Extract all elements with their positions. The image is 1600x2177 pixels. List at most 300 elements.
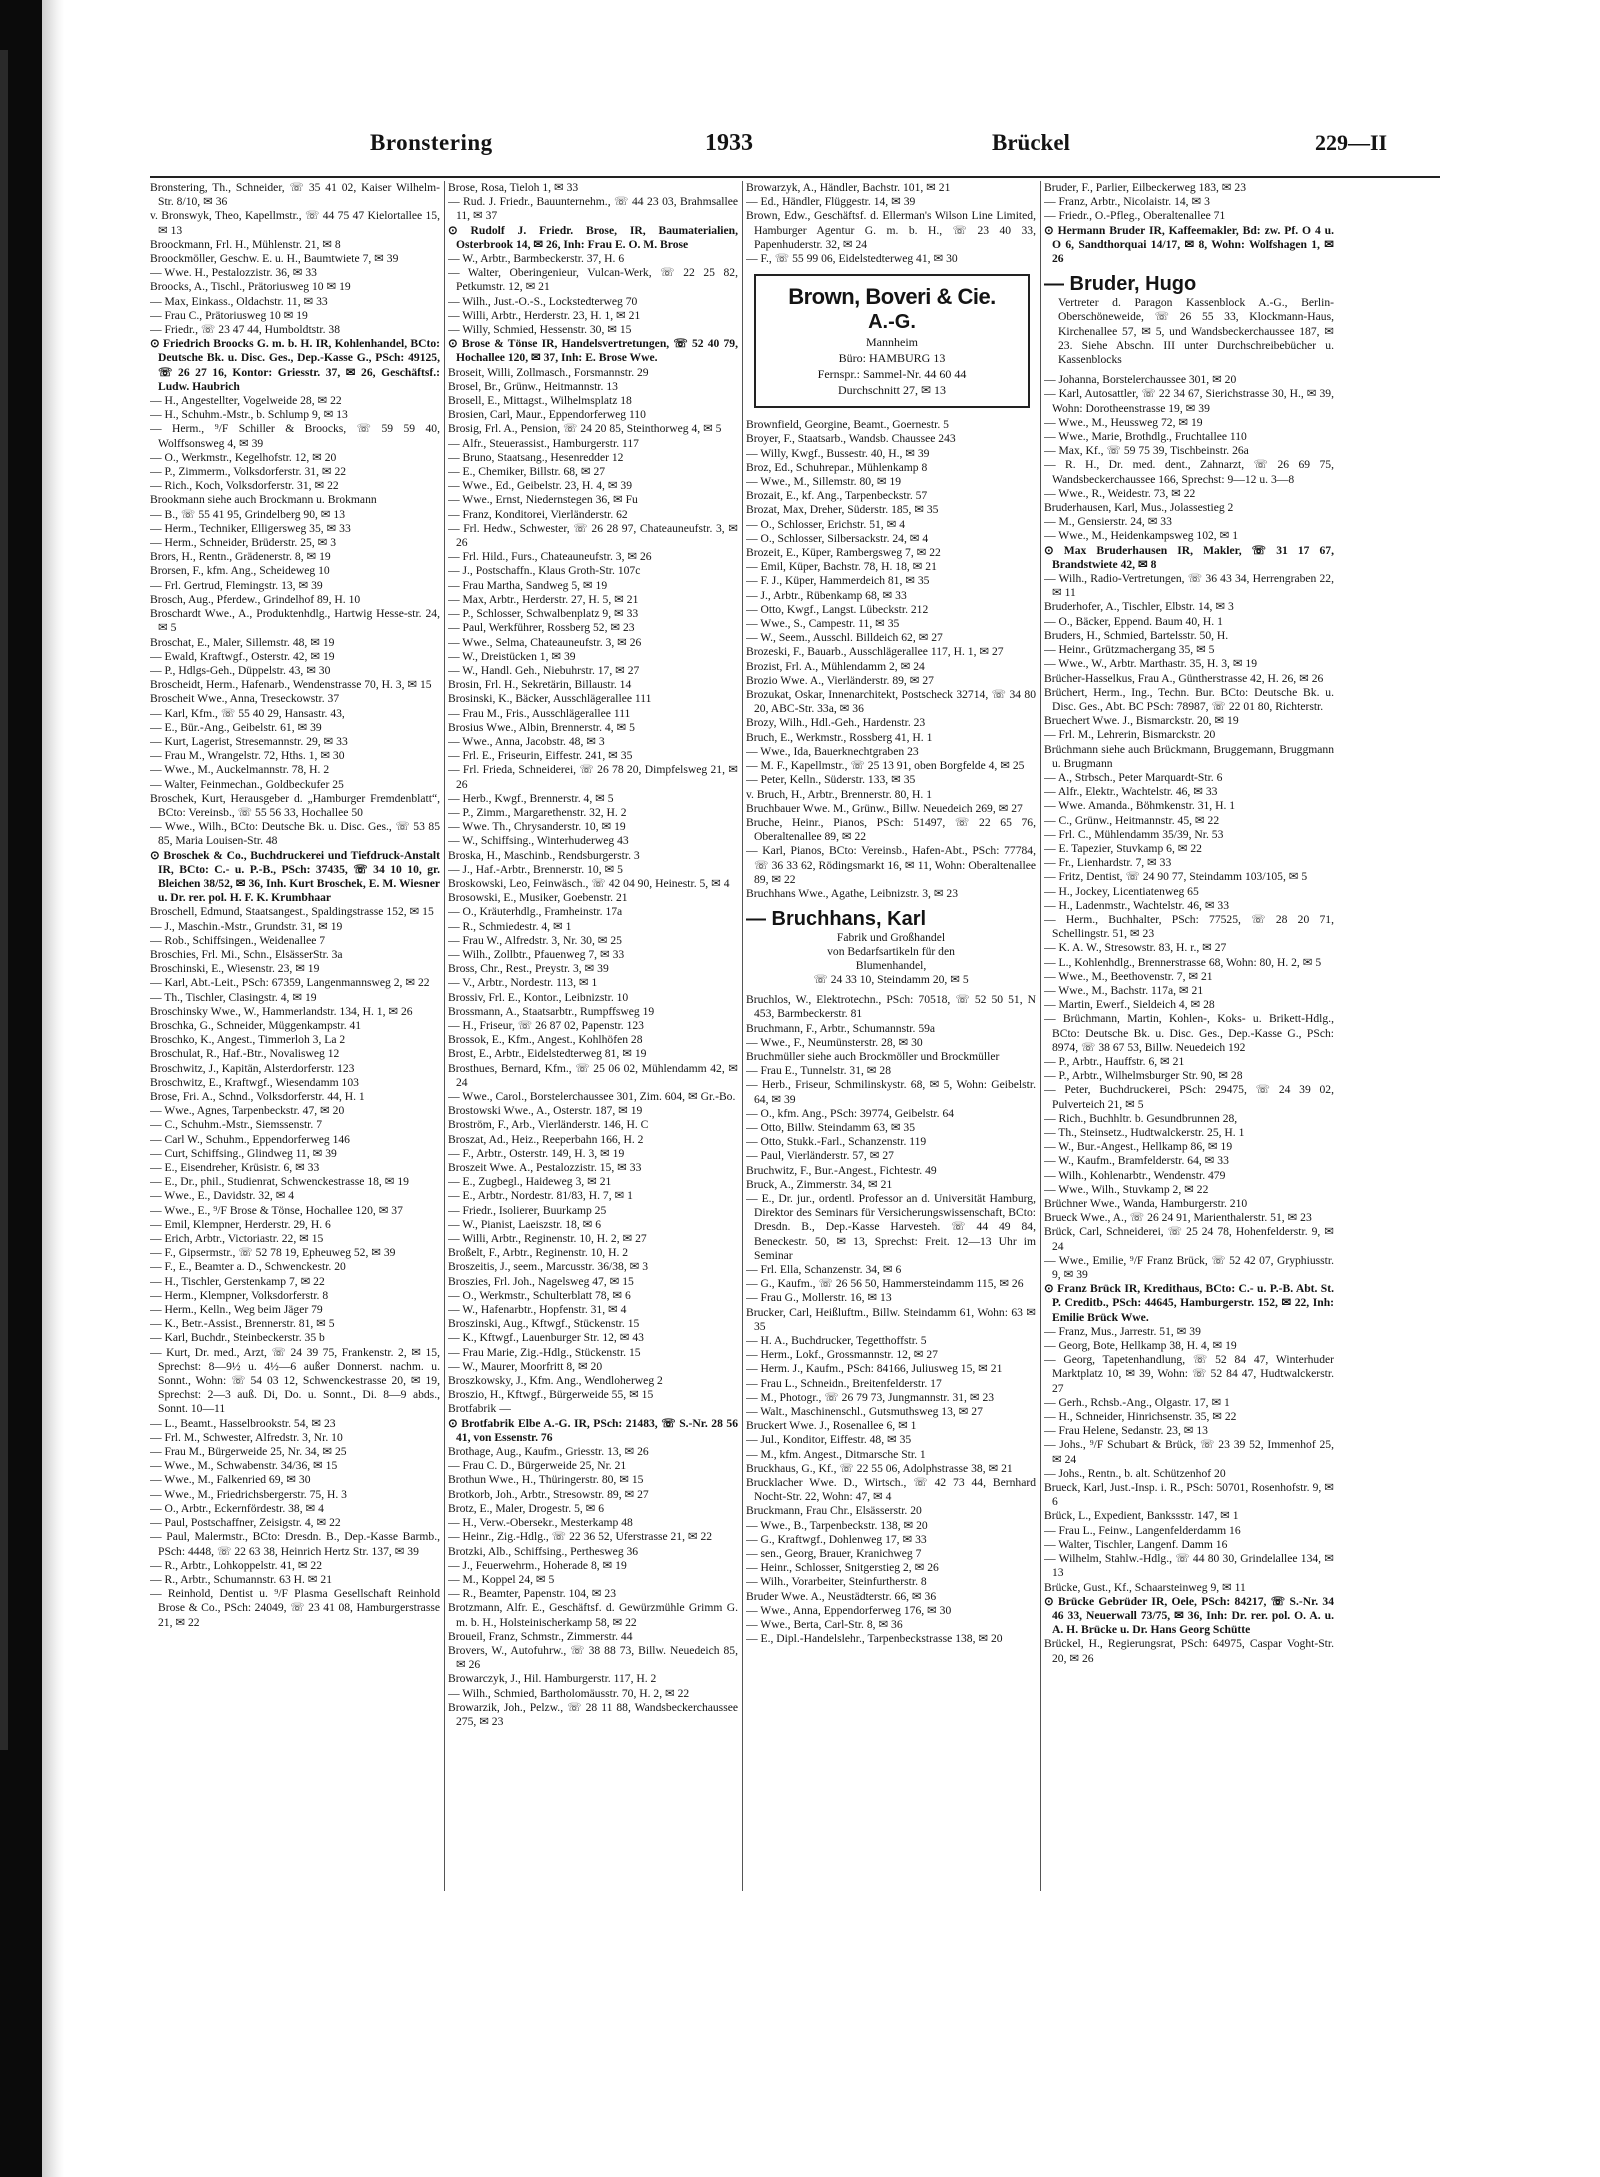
directory-entry: — Frau L., Feinw., Langenfelderdamm 16 [1044,1523,1241,1537]
directory-entry: — Max, Arbtr., Herderstr. 27, H. 5, ✉ 21 [448,592,639,606]
directory-entry: — Gerh., Rchsb.-Ang., Olgastr. 17, ✉ 1 [1044,1395,1230,1409]
directory-entry: Brose, Fri. A., Schnd., Volksdorferstr. 44, H. 1 [150,1090,365,1103]
directory-entry: — Walter, Tischler, Langenf. Damm 16 [1044,1537,1228,1551]
ad-name: — Bruchhans, Karl [746,908,927,931]
directory-entry: — Frau G., Mollerstr. 16, ✉ 13 [746,1291,892,1305]
directory-entry: Brose, Rosa, Tieloh 1, ✉ 33 [448,181,579,194]
directory-entry: — Herm., Kelln., Weg beim Jäger 79 [150,1303,323,1317]
directory-entry: — Franz, Mus., Jarrestr. 51, ✉ 39 [1044,1324,1201,1338]
directory-entry: — Wilh., Schmied, Bartholomäusstr. 70, H. 2, ✉ 22 [448,1686,690,1700]
directory-entry: Brosinski, K., Bäcker, Ausschlägerallee 111 [448,692,652,706]
directory-entry: — R., Beamter, Papenstr. 104, ✉ 23 [448,1587,617,1601]
directory-entry: — J., Postschaffn., Klaus Groth-Str. 107c [448,564,641,578]
directory-entry: Broschwitz, J., Kapitän, Alsterdorferstr. 123 [150,1061,355,1075]
directory-entry: — R., Schmiedestr. 4, ✉ 1 [448,919,572,933]
directory-entry: — Karl, Kfm., ☏ 55 40 29, Hansastr. 43, [150,706,345,720]
directory-entry: Brotkorb, Joh., Arbtr., Stresowstr. 89, ✉ 27 [448,1487,649,1501]
ad-line: von Bedarfsartikeln für den [827,945,955,959]
directory-entry: Broockmann, Frl. H., Mühlenstr. 21, ✉ 8 [150,237,341,251]
directory-entry: Brüchmann siehe auch Brückmann, Bruggemann, Bruggmann u. Brugmann [1044,742,1334,770]
directory-entry: — Frau M., Fris., Ausschlägerallee 111 [448,706,631,720]
directory-entry: Broz, Ed., Schuhrepar., Mühlenkamp 8 [746,460,928,474]
directory-entry: Bruche, Heinr., Pianos, PSch: 51497, ☏ 22 65 76, Oberaltenallee 89, ✉ 22 [746,815,1036,844]
directory-entry: — W., Seem., Ausschl. Billdeich 62, ✉ 27 [746,631,943,645]
directory-entry: — Wwe. H., Pestalozzistr. 36, ✉ 33 [150,266,317,280]
directory-entry: Bruck, A., Zimmerstr. 34, ✉ 21 [746,1177,893,1191]
directory-entry: — F., E., Beamter a. D., Schwenckestr. 20 [150,1260,346,1274]
ad-phone: Fernspr.: Sammel-Nr. 44 60 44 [817,367,967,382]
directory-entry: Broström, F., Arb., Vierländerstr. 146, H. C [448,1118,649,1132]
directory-entry: Browarzik, Joh., Pelzw., ☏ 28 11 88, Wandsbeckerchaussee 275, ✉ 23 [448,1700,738,1728]
directory-entry: — Brüchmann, Martin, Kohlen-, Koks- u. Brikett-Hdlg., BCto: Deutsche Bk. u. Disc. Ges., Dep.-Kasse G., PSch: 8974, ☏ 38 67 53, Billw. Neuedeich 192 [1044,1012,1334,1054]
directory-entry: — O., Werkmstr., Kegelhofstr. 12, ✉ 20 [150,450,337,464]
directory-entry: — Herb., Kwgf., Brennerstr. 4, ✉ 5 [448,791,614,805]
directory-entry: Broschwitz, E., Kraftwgf., Wiesendamm 103 [150,1075,359,1089]
directory-entry: Brosel, Br., Grünw., Heitmannstr. 13 [448,379,618,393]
directory-entry: — M., kfm. Angest., Ditmarsche Str. 1 [746,1447,926,1461]
directory-entry: — Wwe., Anna, Eppendorferweg 176, ✉ 30 [746,1603,952,1617]
directory-entry: — E. Tapezier, Stuvkamp 6, ✉ 22 [1044,841,1202,855]
directory-entry: ⊙ Brose & Tönse IR, Handelsvertretungen, ☏ 52 40 79, Hochallee 120, ✉ 37, Inh: E. Brose Wwe. [448,337,738,365]
directory-entry: — Wilhelm, Stahlw.-Hdlg., ☏ 44 80 30, Grindelallee 134, ✉ 13 [1044,1552,1334,1580]
directory-entry: Brozait, E., kf. Ang., Tarpenbeckstr. 57 [746,489,928,503]
directory-entry: ⊙ Brücke Gebrüder IR, Oele, PSch: 84217, ☏ S.-Nr. 34 46 33, Neuerwall 73/75, ✉ 36, Inh: Dr. rer. pol. O. A. u. A. H. Brücke u. Dr. Hans Georg Schütte [1044,1594,1334,1637]
directory-entry: — O., Bäcker, Eppend. Baum 40, H. 1 [1044,614,1223,628]
directory-entry: — Wwe., Agnes, Tarpenbeckstr. 47, ✉ 20 [150,1104,345,1118]
directory-entry: — Otto, Stukk.-Farl., Schanzenstr. 119 [746,1135,927,1149]
directory-entry: Brozeski, F., Bauarb., Ausschlägerallee 117, H. 1, ✉ 27 [746,645,1004,659]
directory-entry: — Wilh., Kohlenarbtr., Wendenstr. 479 [1044,1168,1226,1182]
directory-entry: — Frau M., Wrangelstr. 72, Hths. 1, ✉ 30 [150,749,345,763]
directory-entry: Broscheidt, Herm., Hafenarb., Wendenstrasse 70, H. 3, ✉ 15 [150,678,432,692]
directory-entry: Brost, E., Arbtr., Eidelstedterweg 81, ✉ 19 [448,1047,647,1061]
directory-entry: Broschek, Kurt, Herausgeber d. „Hamburger Fremdenblatt“, BCto: Vereinsb., ☏ 55 56 33, Hochallee 50 [150,791,440,819]
directory-entry: Broskowski, Leo, Feinwäsch., ☏ 42 04 90, Heinestr. 5, ✉ 4 [448,876,730,890]
directory-entry: Brothage, Aug., Kaufm., Griesstr. 13, ✉ 26 [448,1445,649,1459]
directory-entry: — H. A., Buchdrucker, Tegetthoffstr. 5 [746,1334,927,1347]
directory-entry: — P., Zimmerm., Volksdorferstr. 31, ✉ 22 [150,465,347,479]
directory-entry: — Wwe., Ed., Geibelstr. 23, H. 4, ✉ 39 [448,479,633,493]
ad-line: ☏ 24 33 10, Steindamm 20, ✉ 5 [813,973,969,987]
directory-entry: — Peter, Buchdruckerei, PSch: 29475, ☏ 24 39 02, Pulverteich 21, ✉ 5 [1044,1083,1334,1111]
directory-entry: Broszinski, Aug., Kftwgf., Stückenstr. 15 [448,1317,640,1331]
directory-entry: — P., Hdlgs-Geh., Düppelstr. 43, ✉ 30 [150,663,331,677]
directory-entry: — Frl. E., Friseurin, Eiffestr. 241, ✉ 35 [448,749,633,763]
directory-entry: — Kurt, Lagerist, Stresemannstr. 29, ✉ 33 [150,734,348,748]
directory-entry: — Emil, Küper, Bachstr. 78, H. 18, ✉ 21 [746,560,937,574]
directory-entry: Bruckmann, Frau Chr., Elsässerstr. 20 [746,1504,922,1518]
directory-entry: Broska, H., Maschinb., Rendsburgerstr. 3 [448,848,640,862]
directory-entry: Brosius Wwe., Albin, Brennerstr. 4, ✉ 5 [448,720,635,734]
directory-entry: Brücke, Gust., Kf., Schaarsteinweg 9, ✉ 11 [1044,1580,1246,1594]
directory-entry: — Heinr., Grützmachergang 35, ✉ 5 [1044,643,1215,657]
directory-entry: — O., Kräuterhdlg., Framheinstr. 17a [448,905,623,919]
directory-entry: Brosell, E., Mittagst., Wilhelmsplatz 18 [448,394,632,408]
directory-entry: — Willy, Schmied, Hessenstr. 30, ✉ 15 [448,323,632,337]
directory-entry: — Th., Steinsetz., Hudtwalckerstr. 25, H. 1 [1044,1126,1245,1139]
directory-entry: — Frl. M., Lehrerin, Bismarckstr. 20 [1044,728,1216,742]
directory-entry: — Wwe., R., Weidestr. 73, ✉ 22 [1044,486,1196,500]
directory-entry: — Johs., ⁹/F Schubart & Brück, ☏ 23 39 52, Immenhof 25, ✉ 24 [1044,1438,1334,1466]
directory-entry: — K., Betr.-Assist., Brennerstr. 81, ✉ 5 [150,1317,335,1331]
directory-entry: Bruchbauer Wwe. M., Grünw., Billw. Neuedeich 269, ✉ 27 [746,801,1023,815]
directory-entry: — C., Grünw., Heitmannstr. 45, ✉ 22 [1044,813,1220,827]
directory-entry: — J., Haf.-Arbtr., Brennerstr. 10, ✉ 5 [448,862,623,876]
directory-entry: — Curt, Schiffsing., Glindweg 11, ✉ 39 [150,1146,337,1160]
directory-entry: — W., Hafenarbtr., Hopfenstr. 31, ✉ 4 [448,1303,627,1317]
directory-entry: — Friedr., O.-Pfleg., Oberaltenallee 71 [1044,209,1226,223]
directory-entry: Broseit, Willi, Zollmasch., Forsmannstr. 29 [448,365,649,379]
directory-entry: — Wwe., M., Friedrichsbergerstr. 75, H. 3 [150,1487,347,1501]
directory-entry: — W., Handl. Geh., Niebuhrstr. 17, ✉ 27 [448,663,640,677]
directory-entry: Broszat, Ad., Heiz., Reeperbahn 166, H. 2 [448,1132,644,1146]
directory-entry: Broschinski, E., Wiesenstr. 23, ✉ 19 [150,962,320,976]
column-2 [448,181,738,1881]
directory-entry: — Rob., Schiffsingen., Weidenallee 7 [150,933,326,947]
directory-entry: — Wwe. Th., Chrysanderstr. 10, ✉ 19 [448,820,626,834]
directory-entry: — H., Verw.-Obersekr., Mesterkamp 48 [448,1516,633,1530]
directory-entry: Broschell, Edmund, Staatsangest., Spaldingstrasse 152, ✉ 15 [150,905,434,919]
directory-entry: — M., Gensierstr. 24, ✉ 33 [1044,515,1172,529]
directory-entry: Brownfield, Georgine, Beamt., Goernestr. 5 [746,418,949,432]
column-divider [1040,181,1041,1891]
header-last-entry: Brückel [992,130,1070,155]
directory-entry: — K., Kftwgf., Lauenburger Str. 12, ✉ 43 [448,1331,644,1345]
directory-entry: — Wwe., M., Bachstr. 117a, ✉ 21 [1044,983,1204,997]
directory-entry: Brown, Edw., Geschäftsf. d. Ellerman's Wilson Line Limited, Hamburger Agentur G. m. b. H., ☏ 23 40 33, Papenhuderstr. 32, ✉ 24 [746,209,1036,251]
ad-text: Vertreter d. Paragon Kassenblock A.-G., Berlin-Oberschöneweide, ☏ 26 55 33, Klockmann-Haus, Kirchenallee 57, ✉ 5, und Wandsbeckerchaussee 187, ✉ 23. Siehe Abschn. III unter Durchschreibebücher u. Kassenblocks [1058,296,1334,367]
directory-entry: Bruders, H., Schmied, Bartelsstr. 50, H. [1044,628,1229,642]
directory-entry: — Wwe., Selma, Chateauneufstr. 3, ✉ 26 [448,635,642,649]
directory-entry: — E., Dr., phil., Studienrat, Schwenckestrasse 18, ✉ 19 [150,1175,409,1189]
directory-entry: — W., Kaufm., Bramfelderstr. 64, ✉ 33 [1044,1154,1229,1168]
directory-entry: — O., Werkmstr., Schulterblatt 78, ✉ 6 [448,1288,631,1302]
directory-entry: — H., Jockey, Licentiatenweg 65 [1044,884,1199,898]
directory-entry: — Wwe., Anna, Jacobstr. 48, ✉ 3 [448,734,605,748]
ad-title: Brown, Boveri & Cie. [788,284,996,310]
directory-entry: — G., Kaufm., ☏ 26 56 50, Hammersteindamm 115, ✉ 26 [746,1277,1024,1291]
ad-address: Durchschnitt 27, ✉ 13 [837,383,947,398]
directory-entry: Brosin, Frl. H., Sekretärin, Billaustr. 14 [448,678,632,692]
directory-entry: — Frl. Frieda, Schneiderei, ☏ 26 78 20, Dimpfelsweg 21, ✉ 26 [448,763,738,791]
directory-entry: Brossiv, Frl. E., Kontor., Leibnizstr. 10 [448,990,629,1004]
directory-entry: Brors, H., Rentn., Grädenerstr. 8, ✉ 19 [150,550,331,564]
directory-entry: — Wwe., Berta, Carl-Str. 8, ✉ 36 [746,1618,903,1632]
directory-entry: Brosthues, Bernard, Kfm., ☏ 25 06 02, Mühlendamm 42, ✉ 24 [448,1061,738,1089]
directory-entry: Brotzki, Alb., Schiffsing., Perthesweg 36 [448,1544,639,1558]
directory-entry: — H., Schneider, Hinrichsenstr. 35, ✉ 22 [1044,1410,1237,1424]
directory-entry: — Franz, Konditorei, Vierländerstr. 62 [448,507,628,521]
directory-entry: — Heinr., Schlosser, Snitgerstieg 2, ✉ 26 [746,1561,939,1575]
directory-entry: Bruechert Wwe. J., Bismarckstr. 20, ✉ 19 [1044,714,1239,728]
directory-entry: — Herm., ⁹/F Schiller & Broocks, ☏ 59 59 40, Wolffsonsweg 4, ✉ 39 [150,422,440,450]
directory-entry: Bruch, E., Werkmstr., Rossberg 41, H. 1 [746,730,933,744]
directory-entry: Brueck, Karl, Just.-Insp. i. R., PSch: 50701, Rosenhofstr. 9, ✉ 6 [1044,1481,1334,1509]
directory-entry: Brosch, Aug., Pferdew., Grindelhof 89, H. 10 [150,592,361,606]
column-divider [444,181,445,1891]
directory-entry: — Georg, Tapetenhandlung, ☏ 52 84 47, Winterhuder Marktplatz 10, ✉ 39, Wohn: ☏ 52 84 47, Hudtwalckerstr. 27 [1044,1353,1334,1395]
directory-entry: — Rich., Buchhltr. b. Gesundbrunnen 28, [1044,1111,1238,1125]
directory-entry: — Jul., Konditor, Eiffestr. 48, ✉ 35 [746,1433,912,1447]
directory-entry: — Wwe., Ernst, Niedernstegen 36, ✉ Fu [448,493,638,507]
directory-entry: Brorsen, F., kfm. Ang., Scheideweg 10 [150,564,330,578]
directory-entry: — E., Eisendreher, Krüsistr. 6, ✉ 33 [150,1161,320,1175]
directory-entry: — Wwe., Ida, Bauerknechtgraben 23 [746,744,919,758]
directory-entry: Broschat, E., Maler, Sillemstr. 48, ✉ 19 [150,635,335,649]
directory-entry: — Martin, Ewerf., Sieldeich 4, ✉ 28 [1044,998,1215,1012]
header-first-entry: Bronstering [370,130,493,155]
directory-entry: Brozat, Max, Dreher, Süderstr. 185, ✉ 35 [746,503,939,517]
directory-entry: — Frau C. D., Bürgerweide 25, Nr. 21 [448,1459,627,1473]
directory-entry: — Karl, Abt.-Leit., PSch: 67359, Langenmannsweg 2, ✉ 22 [150,976,430,990]
directory-entry: Brothun Wwe., H., Thüringerstr. 80, ✉ 15 [448,1473,644,1487]
directory-entry: — Karl, Autosattler, ☏ 22 34 67, Sierichstrasse 30, H., ✉ 39, Wohn: Dorotheenstrasse 19, ✉ 39 [1044,387,1334,415]
directory-entry: Brotzmann, Alfr. E., Geschäftsf. d. Gewürzmühle Grimm G. m. b. H., Holsteinischerkamp 58, ✉ 22 [448,1601,738,1629]
directory-entry: — H., Angestellter, Vogelweide 28, ✉ 22 [150,394,342,408]
directory-entry: Brozist, Frl. A., Mühlendamm 2, ✉ 24 [746,659,925,673]
directory-entry: Bronstering, Th., Schneider, ☏ 35 41 02, Kaiser Wilhelm-Str. 8/10, ✉ 36 [150,181,440,209]
directory-entry: — W., Dreistücken 1, ✉ 39 [448,649,576,663]
directory-entry: — Johanna, Borstelerchaussee 301, ✉ 20 [1044,373,1237,387]
directory-entry: — Frl. Gertrud, Flemingstr. 13, ✉ 39 [150,578,323,592]
directory-entry: — Willy, Kwgf., Bussestr. 40, H., ✉ 39 [746,446,930,460]
column-4 [1044,181,1334,1881]
directory-entry: Bruderhofer, A., Tischler, Elbstr. 14, ✉ 3 [1044,600,1234,614]
directory-entry: — J., Maschin.-Mstr., Grundstr. 31, ✉ 19 [150,919,343,933]
directory-entry: — Wwe., B., Tarpenbeckstr. 138, ✉ 20 [746,1518,928,1532]
ad-line: Fabrik und Großhandel [836,931,946,945]
directory-entry: Brotz, E., Maler, Drogestr. 5, ✉ 6 [448,1501,605,1515]
directory-entry: — M., Koppel 24, ✉ 5 [448,1572,555,1586]
directory-entry: — Karl, Pianos, BCto: Vereinsb., Hafen-Abt., PSch: 77784, ☏ 36 33 62, Rödingsmarkt 16, ✉ 11, Wohn: Oberaltenallee 89, ✉ 22 [746,844,1036,886]
directory-entry: — Emil, Klempner, Herderstr. 29, H. 6 [150,1217,331,1231]
directory-entry: — Walter, Feinmechan., Goldbeckufer 25 [150,777,344,791]
directory-entry: — Rich., Koch, Volksdorferstr. 31, ✉ 22 [150,479,339,493]
directory-entry: Broocks, A., Tischl., Prätoriusweg 10 ✉ 19 [150,280,351,294]
directory-entry: Bruder Wwe. A., Neustädterstr. 66, ✉ 36 [746,1589,937,1603]
directory-entry: — E., Bür.-Ang., Geibelstr. 61, ✉ 39 [150,720,322,734]
directory-entry: — H., Ladenmstr., Wachtelstr. 46, ✉ 33 [1044,898,1230,912]
scan-left-edge-shadow [0,50,8,1750]
directory-entry: — Paul, Postschaffner, Zeisigstr. 4, ✉ 22 [150,1516,341,1530]
directory-entry: — H., Schuhm.-Mstr., b. Schlump 9, ✉ 13 [150,408,348,422]
directory-entry: Bruder, F., Parlier, Eilbeckerweg 183, ✉ 23 [1044,181,1247,194]
ad-city: Mannheim [866,335,918,350]
directory-page [150,118,1440,1938]
directory-entry: — E., Zugbegl., Haideweg 3, ✉ 21 [448,1175,612,1189]
directory-entry: — Frau Martha, Sandweg 5, ✉ 19 [448,578,608,592]
directory-entry: Broschies, Frl. Mi., Schn., ElsässerStr. 3a [150,947,343,961]
header-rule [150,176,1440,178]
directory-entry: — J., Arbtr., Rübenkamp 68, ✉ 33 [746,588,907,602]
directory-entry: Brosowski, E., Musiker, Goebenstr. 21 [448,891,628,905]
directory-entry: Broschinsky Wwe., W., Hammerlandstr. 134, H. 1, ✉ 26 [150,1004,413,1018]
directory-entry: — E., Arbtr., Nordestr. 81/83, H. 7, ✉ 1 [448,1189,633,1203]
directory-entry: v. Bronswyk, Theo, Kapellmstr., ☏ 44 75 47 Kielortallee 15, ✉ 13 [150,209,440,237]
directory-entry: Broockmöller, Geschw. E. u. H., Baumtwiete 7, ✉ 39 [150,252,399,266]
directory-entry: — F., ☏ 55 99 06, Eidelstedterweg 41, ✉ 30 [746,252,958,266]
directory-entry: — W., Maurer, Moorfritt 8, ✉ 20 [448,1359,603,1373]
directory-entry: — O., Schlosser, Erichstr. 51, ✉ 4 [746,517,905,531]
directory-entry: — Frau E., Tunnelstr. 31, ✉ 28 [746,1064,891,1078]
directory-entry: — Fr., Lienhardstr. 7, ✉ 33 [1044,856,1172,870]
directory-entry: — W., Schiffsing., Winterhuderweg 43 [448,834,629,848]
directory-entry: Brossmann, A., Staatsarbtr., Rumpffsweg 19 [448,1004,655,1018]
directory-entry: — R., Arbtr., Schumannstr. 63 H. ✉ 21 [150,1572,333,1586]
directory-entry: Bross, Chr., Rest., Preystr. 3, ✉ 39 [448,962,609,976]
directory-entry: — Wilh., Zollbtr., Pfauenweg 7, ✉ 33 [448,947,625,961]
ad-line: Blumenhandel, [855,959,927,973]
directory-entry: — Erich, Arbtr., Victoriastr. 22, ✉ 15 [150,1232,324,1246]
directory-entry: — R., Arbtr., Lohkoppelstr. 41, ✉ 22 [150,1558,323,1572]
directory-entry: Broszkowsky, J., Kfm. Ang., Wendloherweg 2 [448,1374,663,1388]
directory-entry: Brookmann siehe auch Brockmann u. Brokmann [150,493,377,507]
directory-entry: — Willi, Arbtr., Herderstr. 23, H. 1, ✉ 21 [448,308,641,322]
directory-entry: — F. J., Küper, Hammerdeich 81, ✉ 35 [746,574,930,588]
directory-entry: Broßelt, F., Arbtr., Reginenstr. 10, H. 2 [448,1246,629,1260]
directory-entry: — M. F., Kapellmstr., ☏ 25 13 91, oben Borgfelde 4, ✉ 25 [746,759,1025,773]
directory-entry: Brosien, Carl, Maur., Eppendorferweg 110 [448,408,646,422]
directory-entry: Brozy, Wilh., Hdl.-Geh., Hardenstr. 23 [746,716,926,730]
directory-entry: Brozeit, E., Küper, Rambergsweg 7, ✉ 22 [746,546,941,560]
column-divider [742,181,743,1891]
book-spine-shadow [42,0,64,2177]
directory-entry: — Wwe., M., Falkenried 69, ✉ 30 [150,1473,311,1487]
directory-entry: Browarzyk, A., Händler, Bachstr. 101, ✉ 21 [746,181,951,194]
directory-entry: Broscheit Wwe., Anna, Treseckowstr. 37 [150,692,340,706]
directory-entry: — Wwe., W., Arbtr. Marthastr. 35, H. 3, ✉ 19 [1044,657,1258,671]
directory-entry: — Frl. Hedw., Schwester, ☏ 26 28 97, Chateauneufstr. 3, ✉ 26 [448,521,738,550]
directory-entry: Brotfabrik — [448,1402,511,1416]
column-1 [150,181,440,1881]
directory-entry: — sen., Georg, Brauer, Kranichweg 7 [746,1547,922,1561]
directory-entry: — Frau W., Alfredstr. 3, Nr. 30, ✉ 25 [448,933,622,947]
directory-entry: Bruckert Wwe. J., Rosenallee 6, ✉ 1 [746,1419,917,1433]
page-header [150,130,1440,160]
directory-entry: — Wwe., S., Campestr. 11, ✉ 35 [746,617,900,631]
directory-entry: — Herm., Klempner, Volksdorferstr. 8 [150,1288,329,1302]
directory-entry: Broschardt Wwe., A., Produktenhdlg., Hartwig Hesse-str. 24, ✉ 5 [150,607,440,635]
directory-entry: — Max, Einkass., Oldachstr. 11, ✉ 33 [150,294,328,308]
directory-entry: — Fritz, Dentist, ☏ 24 90 77, Steindamm 103/105, ✉ 5 [1044,870,1308,884]
directory-entry: — O., Schlosser, Silbersackstr. 24, ✉ 4 [746,531,929,545]
directory-entry: Brücher-Hasselkus, Frau A., Güntherstrasse 42, H. 26, ✉ 26 [1044,671,1324,685]
directory-entry: — Wwe., M., Schwabenstr. 34/36, ✉ 15 [150,1459,338,1473]
directory-entry: Browarczyk, J., Hil. Hamburgerstr. 117, H. 2 [448,1672,657,1686]
directory-entry: — Carl W., Schuhm., Eppendorferweg 146 [150,1132,350,1146]
directory-entry: — Paul, Werkführer, Rossberg 52, ✉ 23 [448,621,635,635]
directory-entry: — Herm., Lokf., Grossmannstr. 12, ✉ 27 [746,1348,938,1362]
directory-entry: — F., Gipsermstr., ☏ 52 78 19, Epheuweg 52, ✉ 39 [150,1246,396,1260]
directory-entry: — Th., Tischler, Clasingstr. 4, ✉ 19 [150,990,317,1004]
directory-entry: — Frl. Ella, Schanzenstr. 34, ✉ 6 [746,1262,902,1276]
directory-entry: — Wwe., Carol., Borstelerchaussee 301, Zim. 604, ✉ Gr.-Bo. [448,1090,736,1103]
directory-entry: — A., Strbsch., Peter Marquardt-Str. 6 [1044,770,1223,784]
directory-entry: — Johs., Rentn., b. alt. Schützenhof 20 [1044,1466,1226,1480]
directory-entry: — P., Arbtr., Hauffstr. 6, ✉ 21 [1044,1054,1185,1068]
directory-entry: Brück, Carl, Schneiderei, ☏ 25 24 78, Hohenfelderstr. 9, ✉ 24 [1044,1225,1334,1253]
directory-entry: Brosig, Frl. A., Pension, ☏ 24 20 85, Steinthorweg 4, ✉ 5 [448,422,722,436]
directory-entry: — C., Schuhm.-Mstr., Siemssenstr. 7 [150,1118,322,1132]
directory-entry: — E., Chemiker, Billstr. 68, ✉ 27 [448,465,606,479]
directory-entry: — Wilh., Radio-Vertretungen, ☏ 36 43 34, Herrengraben 22, ✉ 11 [1044,572,1334,600]
ad-office: Büro: HAMBURG 13 [838,351,946,366]
directory-entry: — Frau L., Schneidn., Breitenfelderstr. 17 [746,1376,942,1390]
directory-entry: — F., Arbtr., Osterstr. 149, H. 3, ✉ 19 [448,1146,625,1160]
directory-entry: Bruchwitz, F., Bur.-Angest., Fichtestr. 49 [746,1163,937,1177]
advertisement-bruchhans [746,907,1036,987]
directory-entry: — Wwe., Emilie, ⁹/F Franz Brück, ☏ 52 42 07, Gryphiusstr. 9, ✉ 39 [1044,1253,1334,1282]
directory-entry: — Wwe., M., Auckelmannstr. 78, H. 2 [150,763,330,777]
directory-entry: — Frl. Hild., Furs., Chateauneufstr. 3, ✉ 26 [448,550,652,564]
directory-entry: — Frau C., Prätoriusweg 10 ✉ 19 [150,308,308,322]
directory-entry: Brucker, Carl, Heißluftm., Billw. Steindamm 61, Wohn: 63 ✉ 35 [746,1305,1036,1333]
directory-entry: — E., Dipl.-Handelslehr., Tarpenbeckstrasse 138, ✉ 20 [746,1632,1003,1646]
directory-entry: Brostowski Wwe., A., Osterstr. 187, ✉ 19 [448,1104,643,1118]
directory-entry: Brovers, W., Autofuhrw., ☏ 38 88 73, Billw. Neuedeich 85, ✉ 26 [448,1643,738,1672]
directory-entry: v. Bruch, H., Arbtr., Brennerstr. 80, H. 1 [746,787,933,801]
directory-entry: — W., Pianist, Laeiszstr. 18, ✉ 6 [448,1217,602,1231]
directory-entry: — Wilh., Vorarbeiter, Steinfurtherstr. 8 [746,1575,927,1589]
directory-entry: ⊙ Max Bruderhausen IR, Makler, ☏ 31 17 67, Brandstwiete 42, ✉ 8 [1044,543,1334,571]
directory-entry: Bruchmann, F., Arbtr., Schumannstr. 59a [746,1021,936,1035]
directory-entry: — O., Arbtr., Eckernfördestr. 38, ✉ 4 [150,1501,324,1515]
directory-entry: Broszeitis, J., seem., Marcusstr. 36/38, ✉ 3 [448,1260,649,1274]
directory-entry: — M., Photogr., ☏ 26 79 73, Jungmannstr. 31, ✉ 23 [746,1390,995,1404]
directory-entry: — E., Dr. jur., ordentl. Professor an d. Universität Hamburg, Direktor des Seminars für Versicherungswissenschaft, BCto: Dresdn. B., Dep.-Kasse Harvesteh. ☏ 44 49 84, Beneckestr. 50, ✉ 13, Sprechst: Freit. 12—13 Uhr im Seminar [746,1191,1036,1262]
directory-entry: — Frl. M., Schwester, Alfredstr. 3, Nr. 10 [150,1430,343,1444]
directory-entry: Bruckhaus, G., Kf., ☏ 22 55 06, Adolphstrasse 38, ✉ 21 [746,1461,1013,1475]
directory-entry: — Max, Kf., ☏ 59 75 39, Tischbeinstr. 26a [1044,444,1249,458]
directory-entry: — Frau Helene, Sedanstr. 23, ✉ 13 [1044,1424,1208,1438]
ad-name: — Bruder, Hugo [1044,273,1197,296]
directory-entry: Broszies, Frl. Joh., Nagelsweg 47, ✉ 15 [448,1274,634,1288]
directory-entry: — Wwe., Wilh., Stuvkamp 2, ✉ 22 [1044,1182,1209,1196]
directory-entry: — Walt., Maschinenschl., Gutsmuthsweg 13, ✉ 27 [746,1405,983,1419]
directory-entry: Brozio Wwe. A., Vierländerstr. 89, ✉ 27 [746,673,934,687]
directory-entry: — Karl, Buchdr., Steinbeckerstr. 35 b [150,1331,325,1345]
directory-entry: — Wwe., M., Heidenkampsweg 102, ✉ 1 [1044,529,1239,543]
directory-entry: Broyer, F., Staatsarb., Wandsb. Chaussee 243 [746,432,956,446]
advertisement-bruder-hugo [1044,272,1334,367]
directory-entry: — Wwe. Amanda., Böhmkenstr. 31, H. 1 [1044,799,1236,813]
directory-entry: ⊙ Franz Brück IR, Kredithaus, BCto: C.- u. P.-B. Abt. St. P. Creditb., PSch: 44645, Hamburgerstr. 152, ✉ 22, Inh: Emilie Brück Wwe. [1044,1282,1334,1324]
directory-entry: — Franz, Arbtr., Nicolaistr. 14, ✉ 3 [1044,195,1210,209]
ad-subtitle: A.-G. [868,311,916,334]
directory-entry: — Wwe., M., Heussweg 72, ✉ 19 [1044,415,1203,429]
directory-entry: Brucklacher Wwe. D., Wirtsch., ☏ 42 73 44, Bernhard Nocht-Str. 22, Wohn: 47, ✉ 4 [746,1476,1036,1504]
directory-entry: — O., kfm. Ang., PSch: 39774, Geibelstr. 64 [746,1106,955,1120]
directory-entry: Bruchlos, W., Elektrotechn., PSch: 70518, ☏ 52 50 51, N 453, Barmbeckerstr. 81 [746,993,1036,1021]
directory-entry: — Herb., Friseur, Schmilinskystr. 68, ✉ 5, Wohn: Geibelstr. 64, ✉ 39 [746,1078,1036,1106]
directory-entry: — V., Arbtr., Nordestr. 113, ✉ 1 [448,976,598,990]
directory-entry: ⊙ Friedrich Broocks G. m. b. H. IR, Kohlenhandel, BCto: Deutsche Bk. u. Disc. Ges., Dep.-Kasse G., PSch: 49125, ☏ 26 27 16, Kontor: Griesstr. 37, ✉ 26, Geschäftsf.: Ludw. Haubrich [150,337,440,393]
directory-entry: — Kurt, Dr. med., Arzt, ☏ 24 39 75, Frankenstr. 2, ✉ 15, Sprechst: 8—9½ u. 4½—6 außer Donnerst. nachm. u. Sonnt., Wohn: ☏ 54 03 12, Schwenckestrasse 20, ✉ 19, Sprechst: 2—3 auß. Di, Do. u. Sonnt., Di. 8—9 abds., Sonnt. 10—11 [150,1345,440,1416]
directory-entry: Brüchner Wwe., Wanda, Hamburgerstr. 210 [1044,1197,1248,1211]
directory-entry: — Walter, Oberingenieur, Vulcan-Werk, ☏ 22 25 82, Petkumstr. 12, ✉ 21 [448,266,738,294]
directory-entry: — Otto, Kwgf., Langst. Lübeckstr. 212 [746,602,929,616]
directory-entry: — Wwe., M., Beethovenstr. 7, ✉ 21 [1044,969,1213,983]
directory-entry: Broschulat, R., Haf.-Btr., Novalisweg 12 [150,1047,340,1061]
directory-entry: — Frl. C., Mühlendamm 35/39, Nr. 53 [1044,827,1224,841]
directory-entry: — Wwe., E., Davidstr. 32, ✉ 4 [150,1189,295,1203]
directory-entry: — Herm. J., Kaufm., PSch: 84166, Juliusweg 15, ✉ 21 [746,1362,1003,1376]
directory-entry: — Paul, Malermstr., BCto: Dresdn. B., Dep.-Kasse Barmb., PSch: 4448, ☏ 22 63 38, Heinrich Hertz Str. 137, ✉ 39 [150,1530,440,1558]
directory-entry: — P., Arbtr., Wilhelmsburger Str. 90, ✉ 28 [1044,1069,1243,1083]
directory-entry: ⊙ Brotfabrik Elbe A.-G. IR, PSch: 21483, ☏ S.-Nr. 28 56 41, von Essenstr. 76 [448,1416,738,1444]
directory-entry: Bruderhausen, Karl, Mus., Jolassestieg 2 [1044,501,1234,515]
directory-entry: ⊙ Broschek & Co., Buchdruckerei und Tiefdruck-Anstalt IR, BCto: C.- u. P.-B., PSch: 37435, ☏ 34 10 10, gr. Bleichen 38/52, ✉ 36, Inh. Kurt Broschek, E. M. Wiesner u. Dr. rer. pol. H. F. K. Krumbhaar [150,848,440,905]
